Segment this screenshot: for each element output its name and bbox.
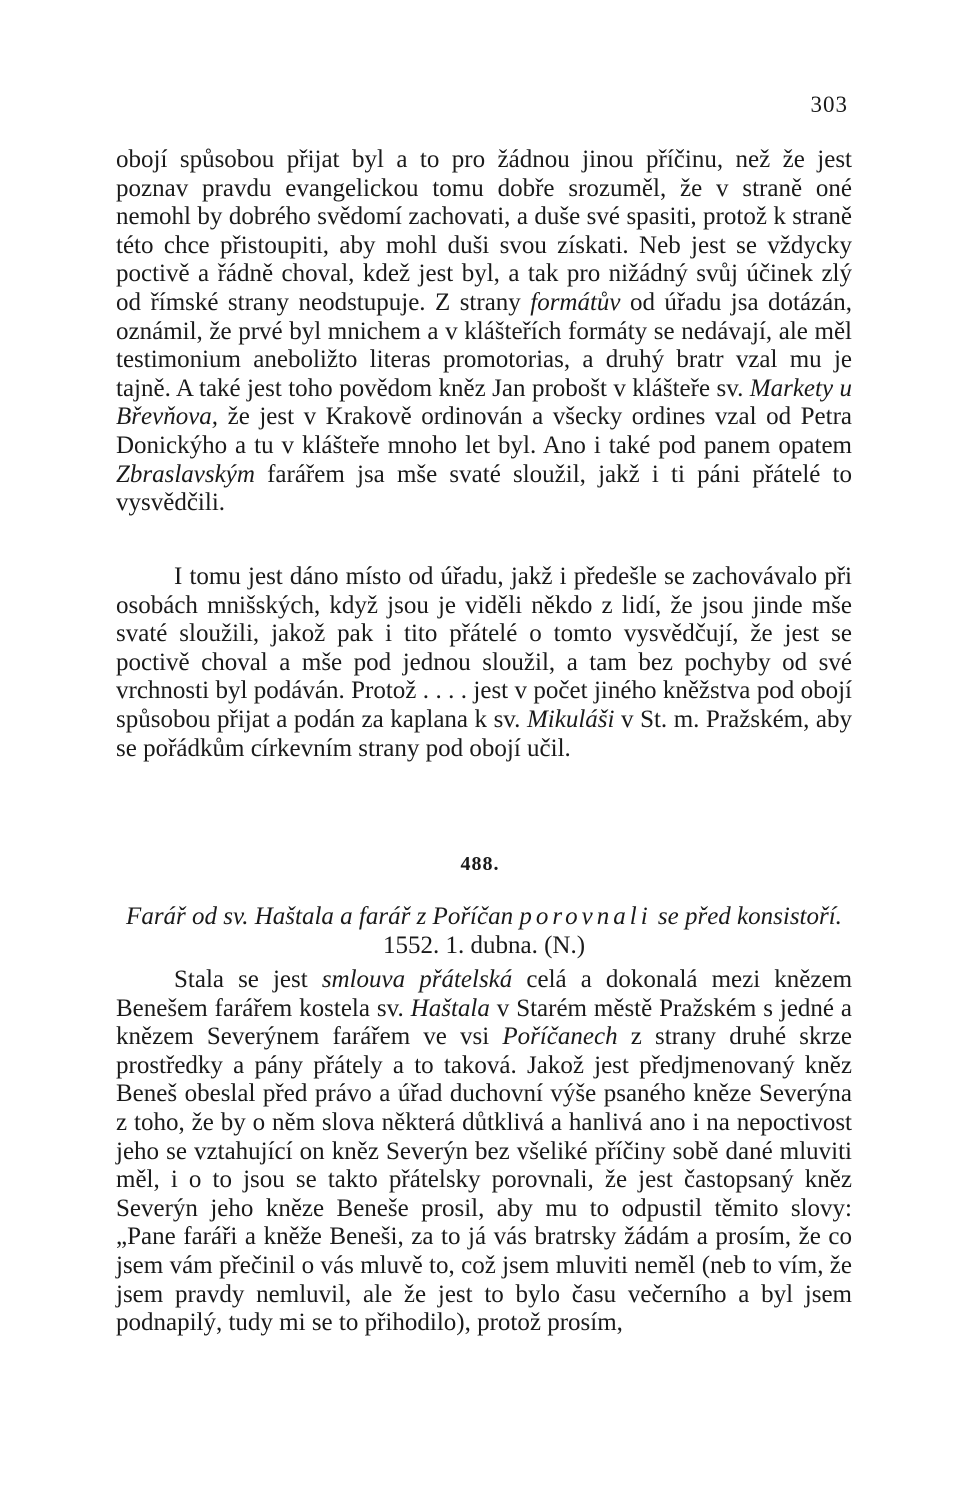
heading-part-spaced: porovnali xyxy=(519,903,652,930)
italic-term: Mikuláši xyxy=(526,705,615,733)
page-number: 303 xyxy=(810,92,848,117)
heading-part: Farář od sv. Haštala a farář z Poříčan xyxy=(126,903,514,930)
italic-term: smlouva přátelská xyxy=(321,966,513,993)
text-run: farářem jsa mše svaté sloužil, jakž i ti páni přátelé to vysvědčili. xyxy=(116,460,852,517)
text-run: od úřadu jsa dotázán, oznámil, že prvé byl mnichem a v klášteřích formáty se nedávají, ale měl testimonium aneboližto literas promotorias, a druhý bratr vzal mu je tajně. A také jest toho povědom kněz Jan probošt v klášteře sv. xyxy=(116,288,852,402)
paragraph-two xyxy=(116,563,852,763)
text-run: Stala se jest xyxy=(174,966,308,993)
text-run: z strany druhé skrze prostředky a pány přátely a to taková. Jakož jest předjmenovaný kněz Beneš obeslal před právo a úřad duchovní výše psaného kněze Severýna z toho, že by o něm slova některá důtklivá a hanlivá ano i na nepoctivost jeho se vztahující on kněz Severýn bez všeliké příčiny sobě dané mluviti měl, i o to jsou se takto přátelsky porovnali, že jest častopsaný kněz Severýn jeho kněze Beneše prosil, aby mu to odpustil těmito slovy: „Pane faráři a kněže Beneši, za to já vás bratrsky žádám a prosím, že co jsem vám přečinil o vás mluvě to, což jsem mluviti neměl (neb to vím, že jsem pravdy nemluvil, ale že jest to bylo času večerního a byl jsem podnapilý, tudy mi se to přihodilo), protož prosím, xyxy=(116,1023,852,1337)
text-run: obojí spůsobou přijat byl a to pro žádnou jinou příčinu, než že jest poznav pravdu evangelickou tomu dobře srozuměl, že v straně oné nemohl by dobrého svědomí zachovati, a duše své spasiti, protož k straně této chce přistoupiti, aby mohl duši svou získati. Neb jest se vždycky poctivě a řádně choval, kdež jest byl, a tak pro nižádný svůj účinek zlý od římské strany neodstupuje. Z strany xyxy=(116,146,852,316)
document-number: 488. xyxy=(460,853,500,875)
heading-date: 1552. 1. dubna. (N.) xyxy=(382,932,586,959)
italic-term: Zbraslavským xyxy=(116,460,255,488)
text-run: v St. m. Pražském, aby se pořádkům církevním strany pod obojí učil. xyxy=(116,705,853,762)
text-run: že jest v Krakově ordinován a všecky ordines vzal od Petra Donickýho a tu v klášteře mnoho let byl. Ano i také pod panem opatem xyxy=(116,403,853,459)
italic-term: Markety u Břevňova, xyxy=(116,374,852,431)
paragraph-one xyxy=(116,146,852,518)
heading-part: se před konsistoří. xyxy=(657,903,842,930)
text-run: celá a dokonalá mezi knězem Benešem farářem kostela sv. xyxy=(116,966,853,1022)
paragraph-three xyxy=(116,966,852,1338)
text-run: I tomu jest dáno místo od úřadu, jakž i předešle se zachovávalo při osobách mnišských, když jsou je viděli někdo z lidí, že jsou jinde mše svaté sloužili, jakož pak i tito přátelé o tomto vysvědčují, že jest se poctivě choval a mše pod jednou sloužil, a tam bez pochyby od své vrchnosti byl podáván. Protož . . . . jest v počet jiného kněžstva pod obojí spůsobou přijat a podán za kaplana k sv. xyxy=(116,563,852,733)
italic-term: formátův xyxy=(530,288,621,316)
document-heading xyxy=(116,902,852,960)
text-run: v Starém městě Pražském s jedné a knězem Severýnem farářem ve vsi xyxy=(116,994,853,1051)
italic-term: Poříčanech xyxy=(502,1023,618,1051)
italic-term: Haštala xyxy=(410,994,490,1022)
